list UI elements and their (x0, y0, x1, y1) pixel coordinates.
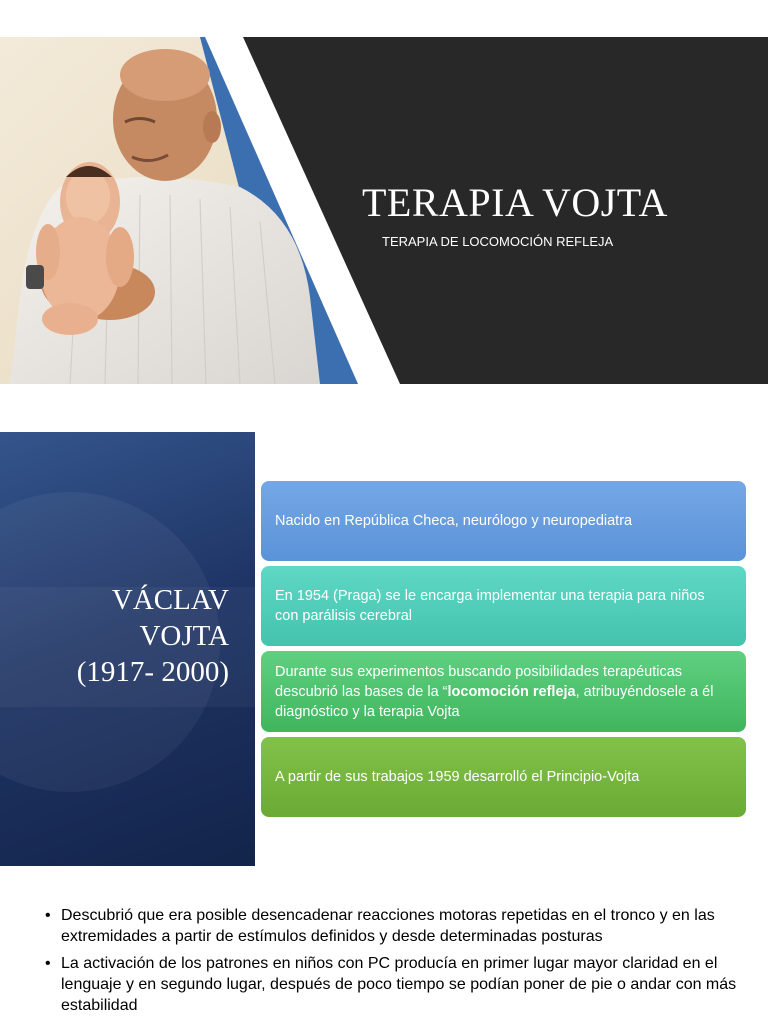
info-card-text: A partir de sus trabajos 1959 desarrolló el Principio-Vojta (275, 769, 640, 785)
info-card-1959 (261, 737, 746, 817)
bullet-text: La activación de los patrones en niños con PC producía en primer lugar mayor claridad en el lenguaje y en segundo lugar, después de poco tiempo se podían poner de pie o andar con más estabilidad (61, 955, 737, 1014)
info-card-text-after: , atribuyéndosele a él diagnóstico y la terapia Vojta (275, 683, 714, 720)
bullet-text: Descubrió que era posible desencadenar reacciones motoras repetidas en el tronco y en las extremidades a partir de estímulos definidos y desde determinadas posturas (61, 907, 715, 945)
name-panel (0, 432, 255, 866)
info-card-text: En 1954 (Praga) se le encarga implementar una terapia para niños con parálisis cerebral (275, 588, 705, 624)
details-slide (0, 905, 768, 1024)
info-card-text-before: Durante sus experimentos buscando posibilidades terapéuticas descubrió las bases de la “ (275, 663, 683, 700)
title-slide (0, 37, 768, 384)
bullet-icon: • (45, 955, 51, 972)
bullet-item (0, 953, 768, 1016)
info-card-text (275, 662, 732, 722)
slide-subtitle: TERAPIA DE LOCOMOCIÓN REFLEJA (382, 234, 614, 249)
name-years: (1917- 2000) (76, 656, 229, 688)
name-last: VOJTA (139, 620, 229, 652)
slide-title: TERAPIA VOJTA (362, 180, 668, 225)
info-card-discovery (261, 651, 746, 732)
info-card-1954 (261, 566, 746, 646)
info-card-text-bold: locomoción refleja (447, 683, 576, 700)
bullet-list (0, 905, 768, 1016)
name-first: VÁCLAV (111, 584, 229, 616)
info-card-text: Nacido en República Checa, neurólogo y neuropediatra (275, 513, 633, 529)
person-name (77, 582, 229, 690)
bullet-icon: • (45, 907, 51, 924)
info-card-birth (261, 481, 746, 561)
bullet-item (0, 905, 768, 947)
biography-slide (0, 432, 768, 866)
